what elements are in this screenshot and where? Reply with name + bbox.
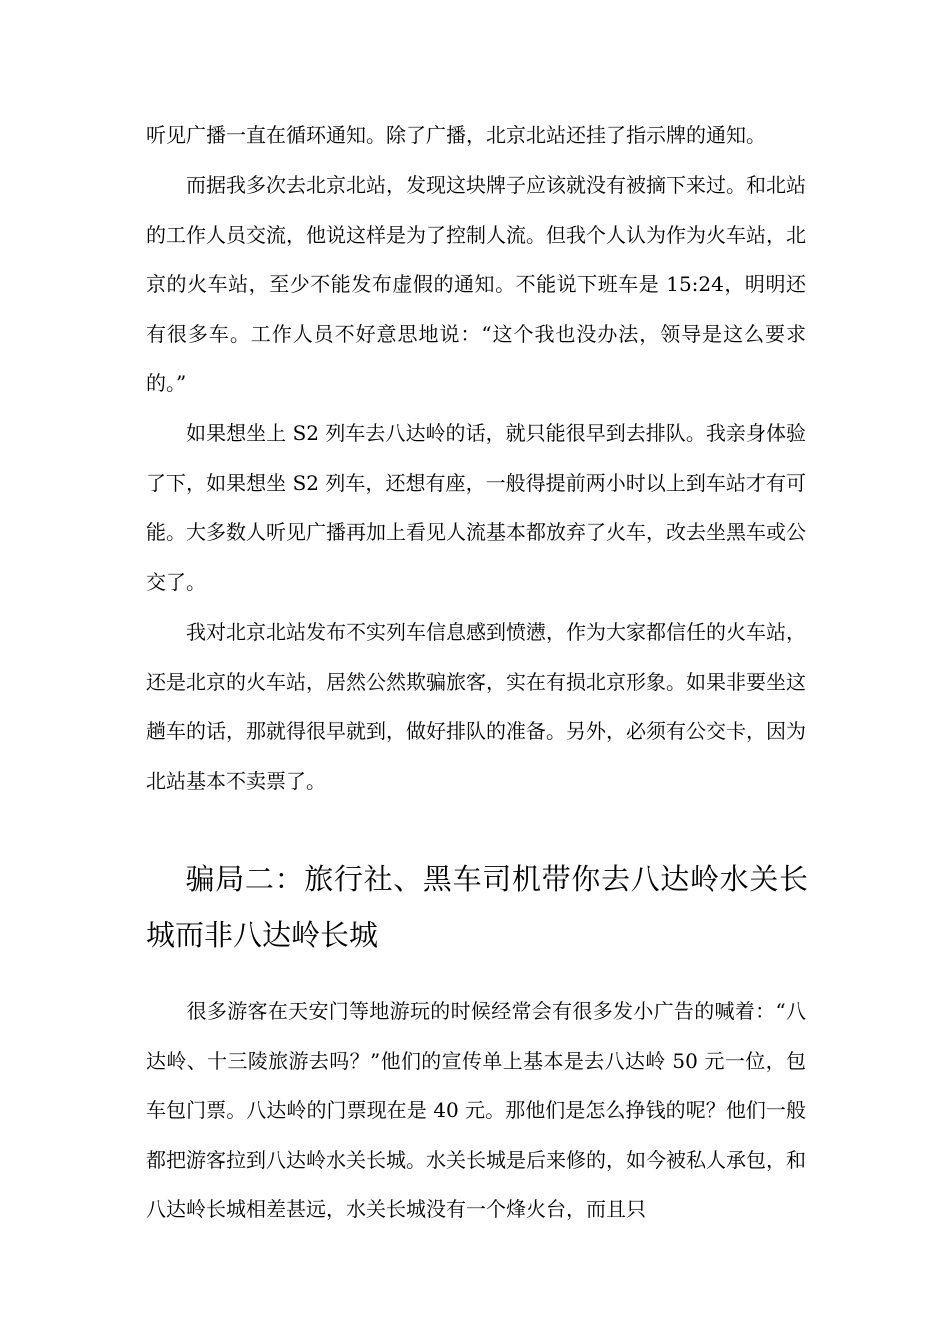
paragraph-5: 很多游客在天安门等地游玩的时候经常会有很多发小广告的喊着：“八达岭、十三陵旅游去吗？”他们的宣传单上基本是去八达岭 50 元一位，包车包门票。八达岭的门票现在是 40 元。那他们是怎么挣钱的呢？他们一般都把游客拉到八达岭水关长城。水关长城是后来修的，如今被私人承包，和八达岭长城相差甚远，水关长城没有一个烽火台，而且只 — [146, 999, 806, 1222]
paragraph-4: 我对北京北站发布不实列车信息感到愤懑，作为大家都信任的火车站，还是北京的火车站，居然公然欺骗旅客，实在有损北京形象。如果非要坐这趟车的话，那就得很早就到，做好排队的准备。另外，必须有公交卡，因为北站基本不卖票了。 — [146, 620, 806, 793]
paragraph-3: 如果想坐上 S2 列车去八达岭的话，就只能很早到去排队。我亲身体验了下，如果想坐 S2 列车，还想有座，一般得提前两小时以上到车站才有可能。大多数人听见广播再加上看见人流基本都放弃了火车，改去坐黑车或公交了。 — [146, 421, 806, 594]
paragraph-1: 听见广播一直在循环通知。除了广播，北京北站还挂了指示牌的通知。 — [146, 123, 766, 147]
section-heading: 骗局二：旅行社、黑车司机带你去八达岭水关长城而非八达岭长城 — [146, 862, 808, 952]
paragraph-2: 而据我多次去北京北站，发现这块牌子应该就没有被摘下来过。和北站的工作人员交流，他说这样是为了控制人流。但我个人认为作为火车站，北京的火车站，至少不能发布虚假的通知。不能说下班车是 15:24，明明还有很多车。工作人员不好意思地说：“这个我也没办法，领导是这么要求的。” — [146, 173, 806, 396]
